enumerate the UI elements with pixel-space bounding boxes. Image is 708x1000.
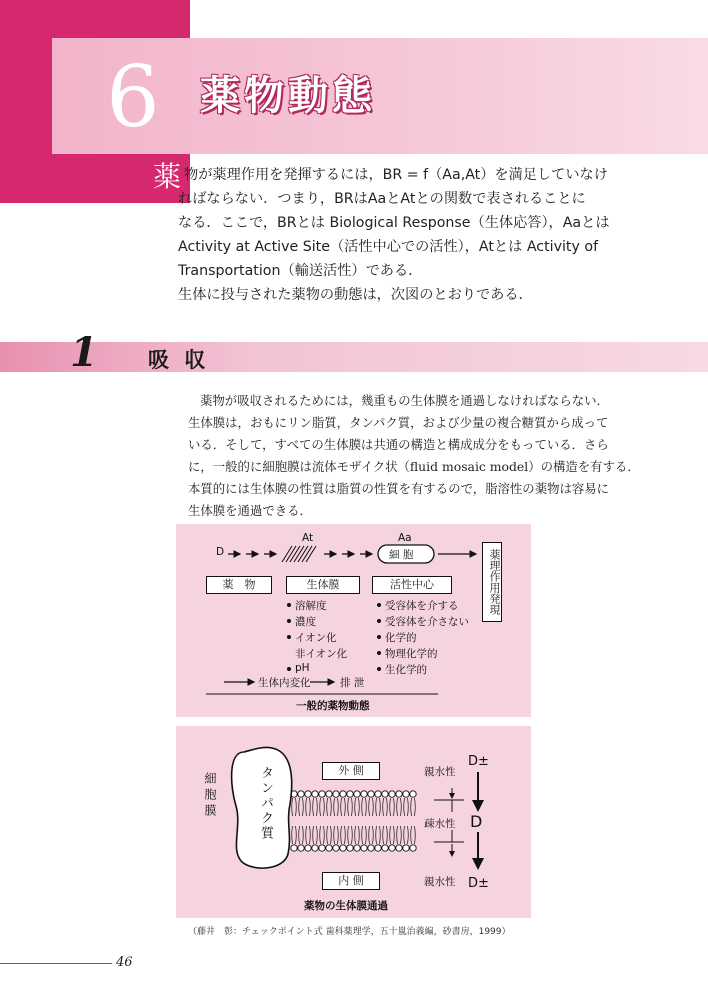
lipid-head bbox=[298, 791, 304, 797]
lipid-head bbox=[368, 845, 374, 851]
membrane-item-4: 非イオン化 bbox=[295, 648, 348, 660]
lipid-tail bbox=[327, 826, 332, 844]
figure1-caption: 一般的薬物動態 bbox=[296, 700, 370, 712]
lipid-tail bbox=[404, 798, 409, 816]
lipid-tail bbox=[299, 826, 304, 844]
lipid-head bbox=[333, 845, 339, 851]
lipid-tail bbox=[327, 798, 332, 816]
membrane-item-2: 濃度 bbox=[295, 616, 316, 628]
lipid-head bbox=[340, 845, 346, 851]
body-line-4: に，一般的に細胞膜は流体モザイク状（fluid mosaic model）の構造を有する． bbox=[188, 459, 640, 474]
lipid-tail bbox=[306, 826, 311, 844]
lipid-head bbox=[368, 791, 374, 797]
lipid-head bbox=[291, 845, 297, 851]
lipid-head bbox=[340, 791, 346, 797]
active-item-3: 化学的 bbox=[385, 632, 417, 644]
lipid-tail bbox=[390, 826, 395, 844]
lipid-tail bbox=[397, 826, 402, 844]
membrane-item-1: 溶解度 bbox=[295, 600, 327, 612]
lipid-tail bbox=[369, 826, 374, 844]
membrane-hatch bbox=[282, 546, 316, 562]
hydrophilic-top-label: 親水性 bbox=[424, 766, 456, 778]
lipid-tail bbox=[334, 826, 339, 844]
lipid-head bbox=[396, 845, 402, 851]
membrane-item-5: pH bbox=[295, 662, 310, 674]
lipid-head bbox=[305, 845, 311, 851]
d-bottom-label: D± bbox=[468, 876, 489, 891]
lipid-tail bbox=[362, 798, 367, 816]
lipid-head bbox=[403, 791, 409, 797]
body-line-1: 薬物が吸収されるためには，幾重もの生体膜を通過しなければならない． bbox=[200, 393, 609, 408]
lipid-tail bbox=[411, 798, 416, 816]
active-item-4: 物理化学的 bbox=[385, 648, 438, 660]
lipid-head bbox=[375, 791, 381, 797]
lipid-bilayer bbox=[291, 791, 416, 851]
lipid-head bbox=[396, 791, 402, 797]
figure2-caption: 薬物の生体膜通過 bbox=[304, 900, 388, 912]
lipid-tail bbox=[334, 798, 339, 816]
lipid-tail bbox=[376, 826, 381, 844]
lipid-tail bbox=[383, 826, 388, 844]
lipid-tail bbox=[306, 798, 311, 816]
lipid-head bbox=[361, 845, 367, 851]
lipid-tail bbox=[390, 798, 395, 816]
cell-label: 細 胞 bbox=[389, 549, 414, 561]
figure-pharmacokinetics bbox=[176, 524, 531, 717]
drop-cap: 薬 bbox=[152, 160, 181, 193]
lipid-tail bbox=[292, 798, 297, 816]
lipid-head bbox=[326, 791, 332, 797]
section-number: 1 bbox=[70, 329, 98, 376]
lipid-tail bbox=[397, 798, 402, 816]
at-label: At bbox=[302, 532, 314, 544]
d-top-label: D± bbox=[468, 754, 489, 769]
lipid-head bbox=[382, 845, 388, 851]
lipid-tail bbox=[348, 798, 353, 816]
intro-line-6: 生体に投与された薬物の動態は，次図のとおりである． bbox=[178, 287, 533, 303]
chapter-title: 薬物動態 bbox=[200, 73, 376, 119]
cell-membrane-label: 細胞膜 bbox=[203, 772, 217, 820]
lipid-head bbox=[298, 845, 304, 851]
lipid-head bbox=[326, 845, 332, 851]
lipid-tail bbox=[292, 826, 297, 844]
intro-line-1: 物が薬理作用を発揮するには，BR = f（Aa,At）を満足していなけ bbox=[184, 167, 608, 183]
d-label: D bbox=[216, 546, 225, 558]
aa-label: Aa bbox=[398, 532, 412, 544]
drug-box: 薬 物 bbox=[206, 576, 272, 594]
lipid-tail bbox=[355, 826, 360, 844]
lipid-head bbox=[403, 845, 409, 851]
lipid-head bbox=[361, 791, 367, 797]
lipid-tail bbox=[299, 798, 304, 816]
lipid-head bbox=[319, 791, 325, 797]
lipid-head bbox=[354, 845, 360, 851]
lipid-head bbox=[319, 845, 325, 851]
section-bar bbox=[0, 342, 708, 372]
lipid-head bbox=[410, 845, 416, 851]
lipid-tail bbox=[362, 826, 367, 844]
lipid-tail bbox=[341, 826, 346, 844]
page-number: 46 bbox=[116, 955, 133, 970]
lipid-tail bbox=[376, 798, 381, 816]
lipid-head bbox=[389, 845, 395, 851]
intro-line-5: Transportation（輸送活性）である． bbox=[178, 263, 423, 279]
active-item-5: 生化学的 bbox=[385, 664, 427, 676]
lipid-tail bbox=[411, 826, 416, 844]
lipid-tail bbox=[313, 798, 318, 816]
inner-side-box: 内 側 bbox=[322, 872, 380, 890]
body-line-3: いる．そして，すべての生体膜は共通の構造と構成成分をもっている．さら bbox=[188, 437, 609, 452]
lipid-head bbox=[305, 791, 311, 797]
d-mid-label: D bbox=[470, 812, 483, 831]
active-item-1: 受容体を介する bbox=[385, 600, 459, 612]
lipid-head bbox=[312, 845, 318, 851]
result-box: 薬理作用発現 bbox=[482, 542, 502, 622]
source-caption: （藤井 彰：チェックポイント式 歯科薬理学，五十嵐治義編，砂書房，1999） bbox=[188, 927, 511, 937]
body-line-2: 生体膜は，おもにリン脂質，タンパク質，および少量の複合糖質から成って bbox=[188, 415, 609, 430]
lipid-head bbox=[389, 791, 395, 797]
lipid-head bbox=[333, 791, 339, 797]
lipid-tail bbox=[369, 798, 374, 816]
membrane-box: 生体膜 bbox=[286, 576, 360, 594]
body-line-5: 本質的には生体膜の性質は脂質の性質を有するので，脂溶性の薬物は容易に bbox=[188, 481, 610, 496]
intro-line-4: Activity at Active Site（活性中心での活性），Atとは Activity of bbox=[178, 239, 599, 255]
lipid-head bbox=[312, 791, 318, 797]
membrane-item-3: イオン化 bbox=[295, 632, 337, 644]
lipid-head bbox=[347, 845, 353, 851]
body-line-6: 生体膜を通過できる． bbox=[188, 503, 312, 518]
chapter-number: 6 bbox=[106, 48, 160, 146]
active-item-2: 受容体を介さない bbox=[385, 616, 469, 628]
footer-rule bbox=[0, 963, 112, 964]
lipid-head bbox=[347, 791, 353, 797]
outer-side-box: 外 側 bbox=[322, 762, 380, 780]
lipid-tail bbox=[383, 798, 388, 816]
lipid-head bbox=[354, 791, 360, 797]
hydrophilic-bottom-label: 親水性 bbox=[424, 876, 456, 888]
active-site-box: 活性中心 bbox=[372, 576, 452, 594]
lipid-head bbox=[375, 845, 381, 851]
lipid-tail bbox=[313, 826, 318, 844]
lipid-head bbox=[410, 791, 416, 797]
figure-membrane-transport bbox=[176, 726, 531, 918]
protein-label: タンパク質 bbox=[258, 766, 273, 841]
lipid-tail bbox=[348, 826, 353, 844]
lipid-tail bbox=[404, 826, 409, 844]
lipid-head bbox=[382, 791, 388, 797]
hydrophobic-label: 疎水性 bbox=[424, 818, 456, 830]
intro-line-3: なる．ここで，BRとは Biological Response（生体応答），Aaとは bbox=[178, 215, 610, 231]
section-title: 吸 収 bbox=[148, 348, 210, 372]
lipid-tail bbox=[341, 798, 346, 816]
intro-line-2: ればならない．つまり，BRはAaとAtとの関数で表されることに bbox=[178, 191, 586, 207]
lipid-tail bbox=[355, 798, 360, 816]
lipid-tail bbox=[320, 826, 325, 844]
flow-change-label: 生体内変化 bbox=[258, 677, 311, 689]
lipid-tail bbox=[320, 798, 325, 816]
flow-excretion-label: 排 泄 bbox=[340, 677, 365, 689]
